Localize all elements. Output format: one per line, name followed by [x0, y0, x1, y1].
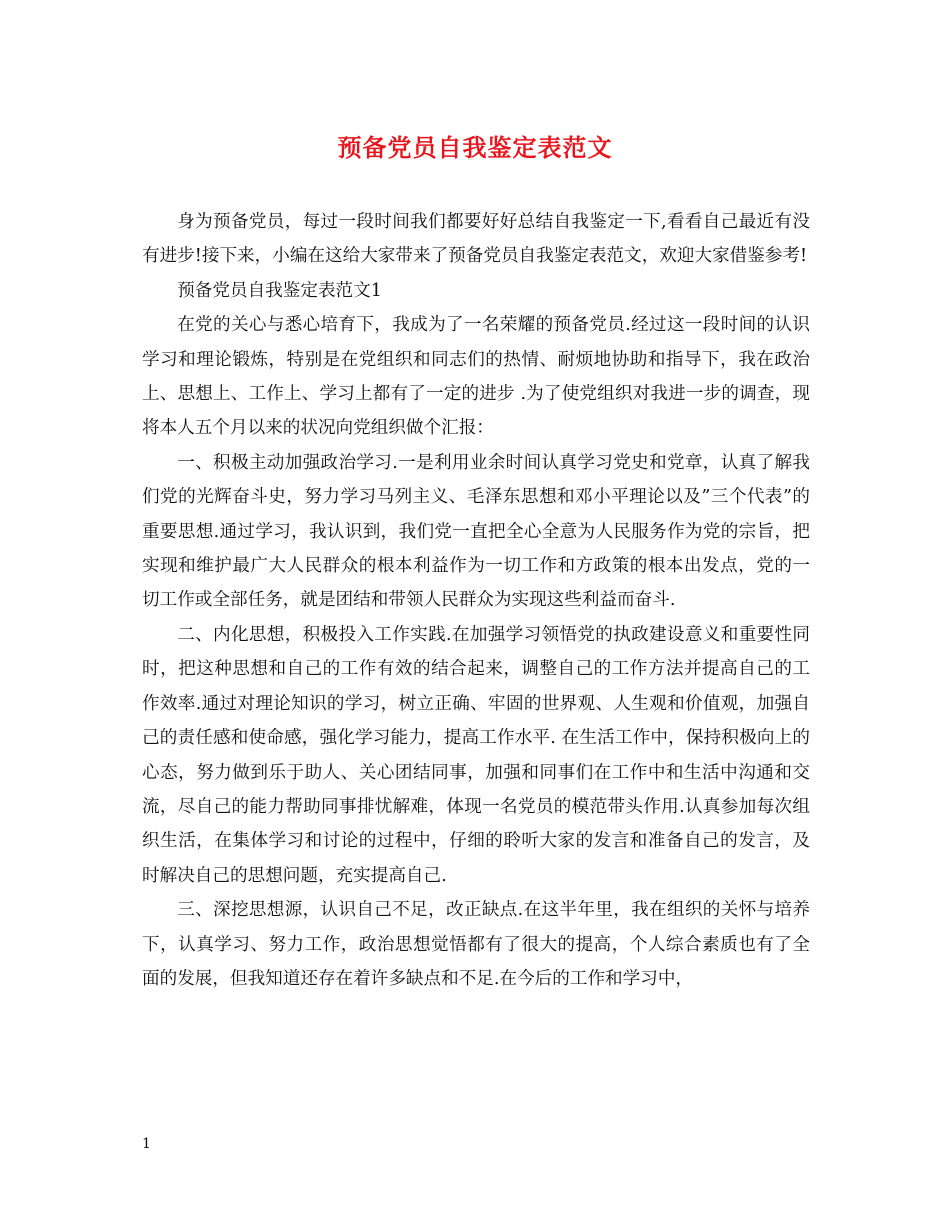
section-heading: 预备党员自我鉴定表范文1: [177, 280, 382, 301]
page-number: 1: [142, 1136, 151, 1152]
body-paragraph: 三、深挖思想源，认识自己不足，改正缺点.在这半年里，我在组织的关怀与培养下，认真学习、努力工作，政治思想觉悟都有了很大的提高，个人综合素质也有了全面的发展，但我知道还存在着许多缺点和不足.在今后的工作和学习中，: [142, 900, 810, 989]
document-body: [142, 205, 810, 996]
document-title: 预备党员自我鉴定表范文: [337, 133, 613, 162]
body-paragraph: 一、积极主动加强政治学习.一是利用业余时间认真学习党史和党章，认真了解我们党的光辉奋斗史，努力学习马列主义、毛泽东思想和邓小平理论以及”三个代表”的重要思想.通过学习，我认识到，我们党一直把全心全意为人民服务作为党的宗旨，把实现和维护最广大人民群众的根本利益作为一切工作和方政策的根本出发点，党的一切工作或全部任务，就是团结和带领人民群众为实现这些利益而奋斗.: [142, 452, 810, 611]
body-paragraph: 在党的关心与悉心培育下，我成为了一名荣耀的预备党员.经过这一段时间的认识学习和理论锻炼，特别是在党组织和同志们的热情、耐烦地协助和指导下，我在政治上、思想上、工作上、学习上都有了一定的进步 .为了使党组织对我进一步的调查，现将本人五个月以来的状况向党组织做个汇报：: [142, 315, 810, 439]
body-paragraph: 二、内化思想，积极投入工作实践.在加强学习领悟党的执政建设意义和重要性同时，把这种思想和自己的工作有效的结合起来，调整自己的工作方法并提高自己的工作效率.通过对理论知识的学习，树立正确、牢固的世界观、人生观和价值观，加强自己的责任感和使命感，强化学习能力，提高工作水平. 在生活工作中，保持积极向上的心态，努力做到乐于助人、关心团结同事，加强和同事们在工作中和生活中沟通和交流，尽自己的能力帮助同事排忧解难，体现一名党员的模范带头作用.认真参加每次组织生活，在集体学习和讨论的过程中，仔细的聆听大家的发言和准备自己的发言，及时解决自己的思想问题，充实提高自己.: [142, 624, 810, 886]
intro-paragraph: 身为预备党员，每过一段时间我们都要好好总结自我鉴定一下,看看自己最近有没有进步!接下来，小编在这给大家带来了预备党员自我鉴定表范文，欢迎大家借鉴参考!: [142, 212, 810, 267]
